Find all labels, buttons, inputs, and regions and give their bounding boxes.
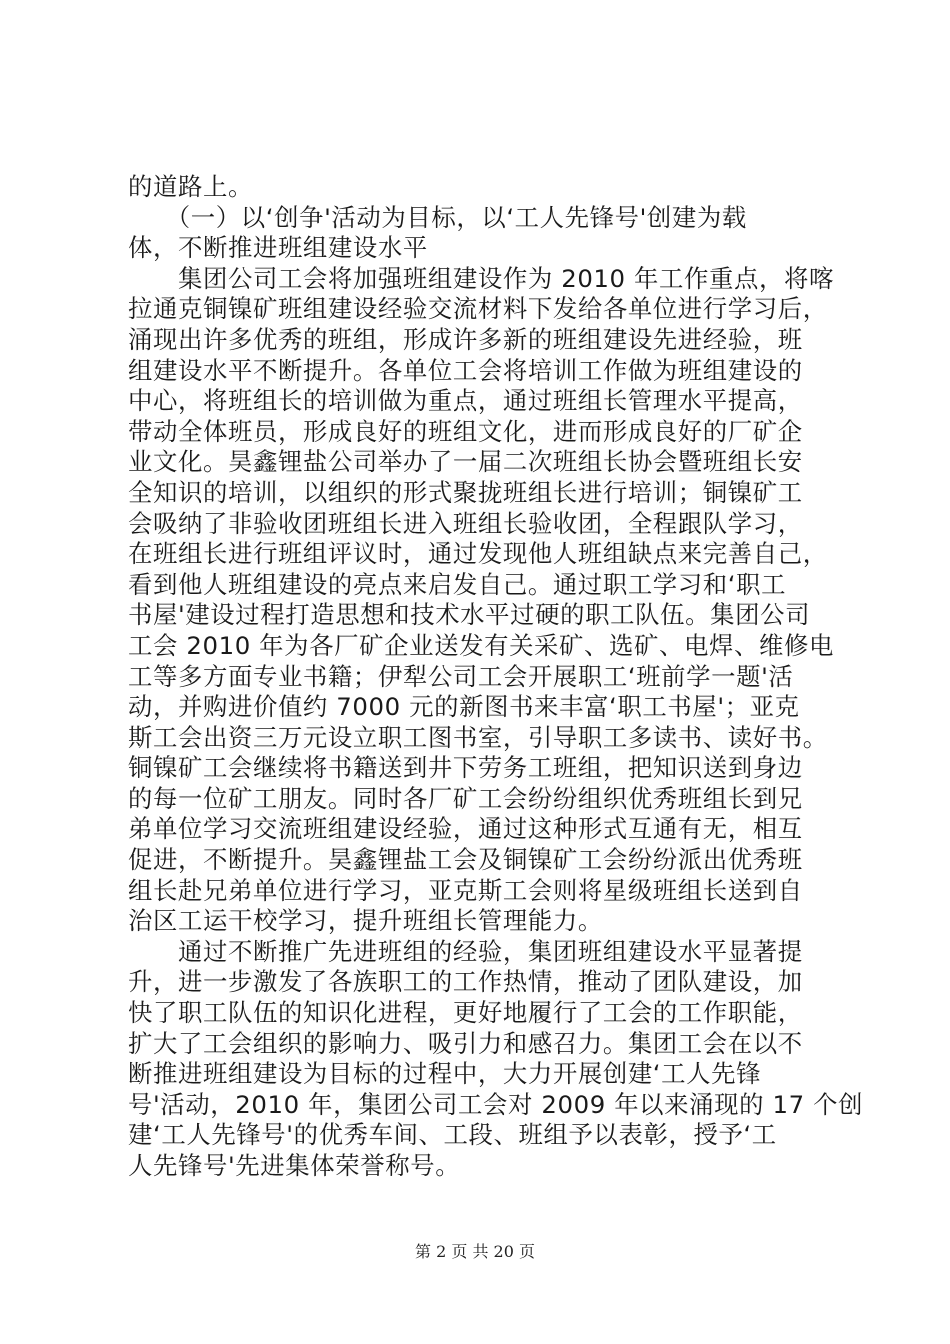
text-line: 建‘工人先锋号'的优秀车间、工段、班组予以表彰，授予‘工: [128, 1120, 777, 1150]
text-line: 拉通克铜镍矿班组建设经验交流材料下发给各单位进行学习后，: [128, 294, 828, 324]
text-line: 铜镍矿工会继续将书籍送到井下劳务工班组，把知识送到身边: [128, 753, 803, 783]
text-line: 断推进班组建设为目标的过程中，大力开展创建‘工人先锋: [128, 1059, 762, 1089]
page-number-footer: 第 2 页 共 20 页: [415, 1242, 535, 1261]
text-line: 斯工会出资三万元设立职工图书室，引导职工多读书、读好书。: [128, 722, 828, 752]
text-line: 涌现出许多优秀的班组，形成许多新的班组建设先进经验，班: [128, 324, 803, 354]
text-line: 快了职工队伍的知识化进程，更好地履行了工会的工作职能，: [128, 998, 803, 1028]
text-line: 业文化。昊鑫锂盐公司举办了一届二次班组长协会暨班组长安: [128, 447, 803, 477]
text-line: 升，进一步激发了各族职工的工作热情，推动了团队建设，加: [128, 967, 803, 997]
text-line: 通过不断推广先进班组的经验，集团班组建设水平显著提: [128, 936, 803, 966]
text-line: 集团公司工会将加强班组建设作为 2010 年工作重点，将喀: [128, 263, 834, 293]
text-line: 弟单位学习交流班组建设经验，通过这种形式互通有无，相互: [128, 814, 803, 844]
text-line: 号'活动，2010 年，集团公司工会对 2009 年以来涌现的 17 个创: [128, 1089, 864, 1119]
text-line: 看到他人班组建设的亮点来启发自己。通过职工学习和‘职工: [128, 569, 787, 599]
text-line: 治区工运干校学习，提升班组长管理能力。: [128, 906, 603, 936]
section-heading: （一）以‘创争'活动为目标，以‘工人先锋号'创建为载: [128, 202, 747, 232]
text-line: 书屋'建设过程打造思想和技术水平过硬的职工队伍。集团公司: [128, 600, 811, 630]
text-line: 组建设水平不断提升。各单位工会将培训工作做为班组建设的: [128, 355, 803, 385]
text-line: 全知识的培训，以组织的形式聚拢班组长进行培训；铜镍矿工: [128, 477, 803, 507]
text-line: 动，并购进价值约 7000 元的新图书来丰富‘职工书屋'；亚克: [128, 692, 800, 722]
text-line: 人先锋号'先进集体荣誉称号。: [128, 1151, 461, 1180]
section-heading-cont: 体，不断推进班组建设水平: [128, 233, 428, 263]
text-line: 的每一位矿工朋友。同时各厂矿工会纷纷组织优秀班组长到兄: [128, 783, 803, 813]
text-line: 带动全体班员，形成良好的班组文化，进而形成良好的厂矿企: [128, 416, 803, 446]
text-line: 工会 2010 年为各厂矿企业送发有关采矿、选矿、电焊、维修电: [128, 630, 834, 660]
text-line: 的道路上。: [128, 172, 253, 201]
body-text: [128, 172, 864, 1182]
text-line: 扩大了工会组织的影响力、吸引力和感召力。集团工会在以不: [128, 1028, 803, 1058]
text-line: 中心，将班组长的培训做为重点，通过班组长管理水平提高，: [128, 386, 803, 416]
text-line: 会吸纳了非验收团班组长进入班组长验收团，全程跟队学习，: [128, 508, 803, 538]
text-line: 促进，不断提升。昊鑫锂盐工会及铜镍矿工会纷纷派出优秀班: [128, 845, 803, 875]
text-line: 工等多方面专业书籍；伊犁公司工会开展职工‘班前学一题'活: [128, 661, 794, 691]
text-line: 在班组长进行班组评议时，通过发现他人班组缺点来完善自己，: [128, 539, 828, 569]
text-line: 组长赴兄弟单位进行学习，亚克斯工会则将星级班组长送到自: [128, 875, 803, 905]
